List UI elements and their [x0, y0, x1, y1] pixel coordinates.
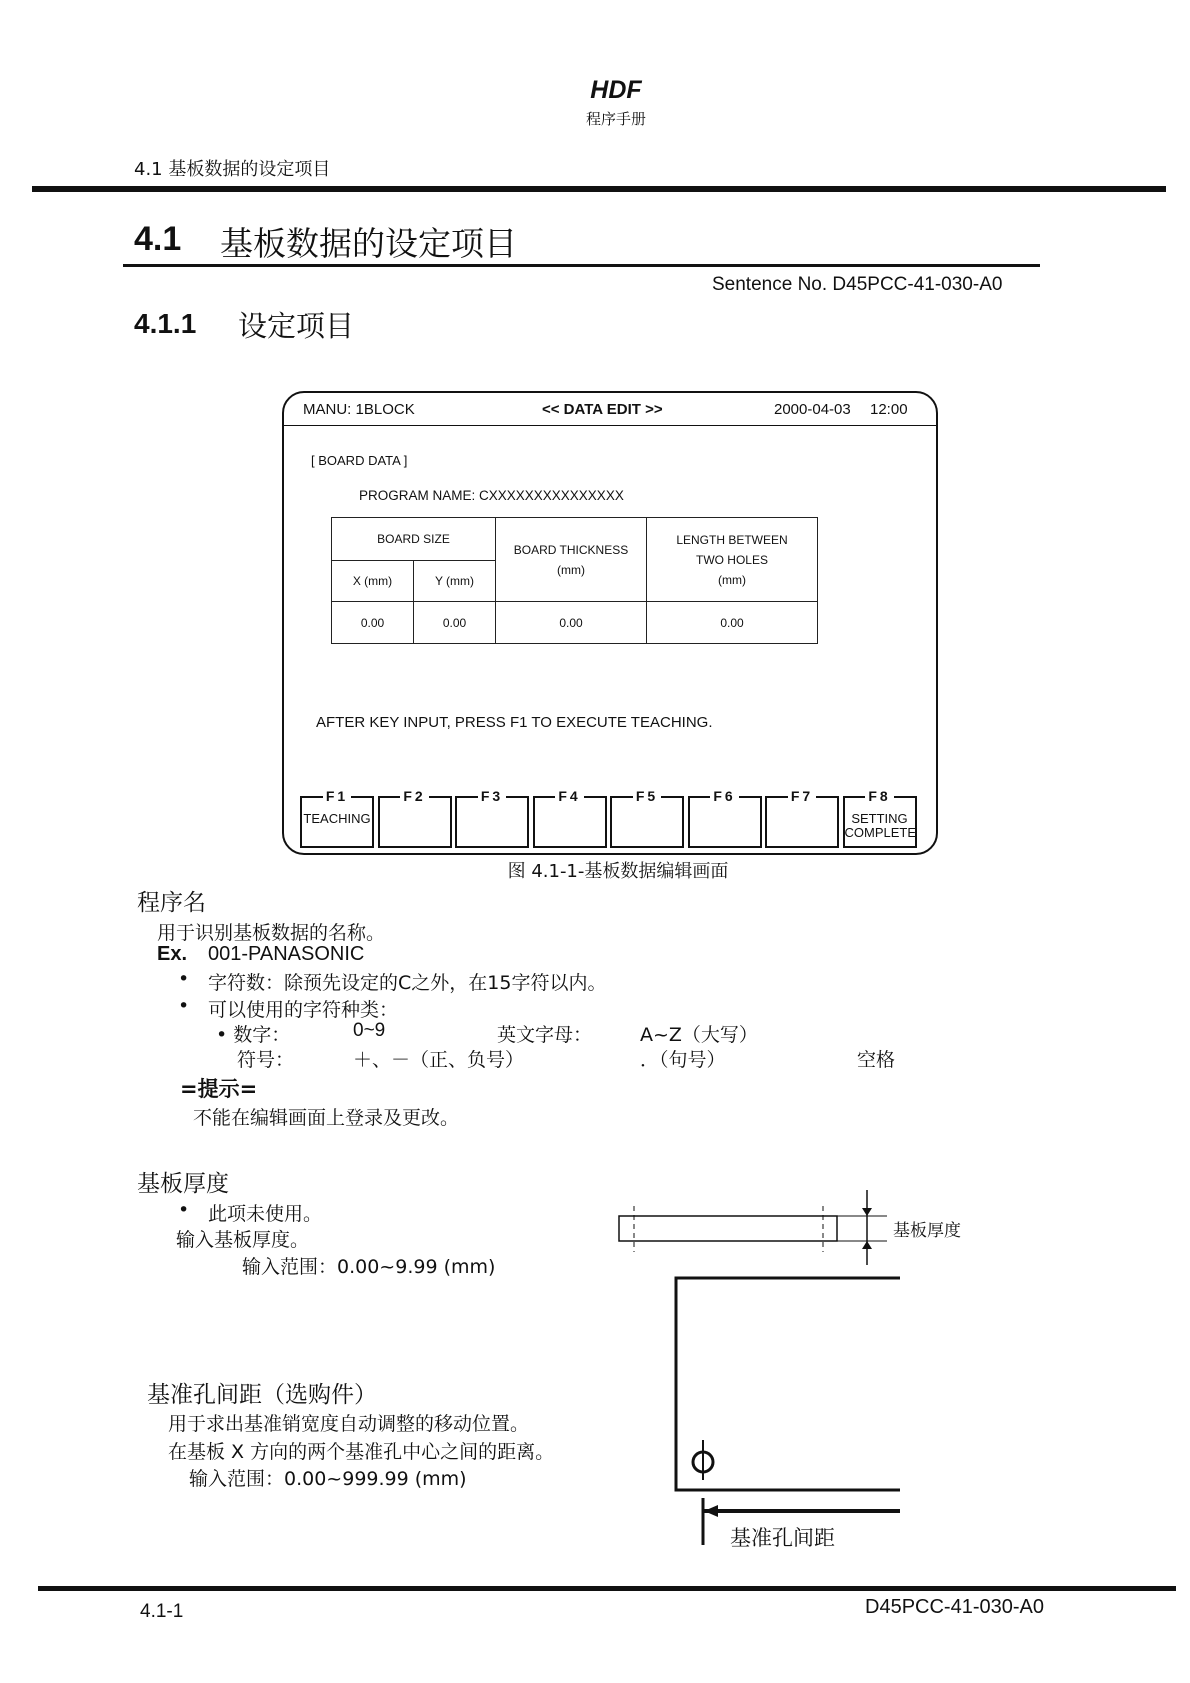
footer-rule — [38, 1586, 1176, 1591]
hint-heading: =提示= — [180, 1077, 258, 1101]
digits-value: 0~9 — [353, 1020, 386, 1041]
bullet-unused: • — [178, 1199, 190, 1221]
thickness-range: 输入范围：0.00~9.99 (mm) — [242, 1256, 496, 1278]
length-header: LENGTH BETWEEN TWO HOLES (mm) — [647, 518, 818, 602]
hole-distance-desc2: 在基板 X 方向的两个基准孔中心之间的距离。 — [168, 1441, 555, 1463]
fkey-f7-button[interactable] — [765, 788, 839, 848]
fkey-f4-button[interactable] — [533, 788, 607, 848]
time-label: 12:00 — [870, 401, 908, 418]
board-top-view — [676, 1278, 900, 1490]
fkey-number: F7 — [767, 788, 837, 804]
hole-distance-diagram-label: 基准孔间距 — [730, 1526, 835, 1550]
example-label: Ex. — [157, 943, 188, 965]
subsection-number: 4.1.1 — [134, 308, 197, 339]
program-name-heading: 程序名 — [137, 890, 206, 916]
bullet-char-types: • — [178, 995, 190, 1017]
char-types-text: 可以使用的字符种类： — [208, 999, 399, 1021]
fkey-label: TEACHING — [303, 811, 371, 826]
thickness-value[interactable]: 0.00 — [496, 602, 647, 644]
length-value[interactable]: 0.00 — [647, 602, 818, 644]
page-title: 基板数据的设定项目 — [220, 224, 517, 263]
brand-logo: HDF — [590, 76, 642, 104]
page-number: 4.1-1 — [140, 1601, 184, 1622]
subsection-title: 设定项目 — [238, 309, 355, 343]
y-value[interactable]: 0.00 — [414, 602, 496, 644]
x-value[interactable]: 0.00 — [332, 602, 414, 644]
hint-text: 不能在编辑画面上登录及更改。 — [193, 1107, 460, 1129]
space-value: 空格 — [857, 1049, 896, 1071]
thickness-unused: 此项未使用。 — [208, 1203, 323, 1225]
thickness-diagram-label: 基板厚度 — [893, 1221, 961, 1241]
hole-distance-heading: 基准孔间距（选购件） — [147, 1382, 377, 1408]
screen-header — [284, 393, 936, 426]
program-name-desc: 用于识别基板数据的名称。 — [157, 922, 386, 944]
char-count-text: 字符数：除预先设定的C之外，在15字符以内。 — [208, 972, 607, 994]
example-value: 001-PANASONIC — [208, 943, 365, 965]
bullet-char-count: • — [178, 968, 190, 990]
fkey-label: SETTING COMPLETE — [844, 811, 917, 840]
thickness-heading: 基板厚度 — [137, 1171, 229, 1197]
board-side-view — [619, 1216, 837, 1241]
instruction-message: AFTER KEY INPUT, PRESS F1 TO EXECUTE TEACHING. — [316, 714, 713, 731]
fkey-number: F3 — [457, 788, 527, 804]
board-diagram — [600, 1170, 900, 1570]
section-number: 4.1 — [134, 220, 182, 258]
symbols-value: ＋、－（正、负号） — [353, 1049, 525, 1071]
hole-distance-range: 输入范围：0.00~999.99 (mm) — [189, 1468, 467, 1490]
thickness-desc: 输入基板厚度。 — [176, 1229, 310, 1251]
fkey-number: F5 — [612, 788, 682, 804]
fkey-number: F6 — [690, 788, 760, 804]
figure-caption: 图 4.1-1-基板数据编辑画面 — [507, 861, 729, 882]
running-header: 4.1 基板数据的设定项目 — [134, 159, 331, 180]
title-rule — [123, 264, 1040, 267]
fkey-number: F4 — [535, 788, 605, 804]
x-header: X (mm) — [332, 561, 414, 602]
screen-title: << DATA EDIT >> — [542, 401, 663, 418]
board-data-table — [331, 517, 818, 644]
fkey-number: F2 — [380, 788, 450, 804]
thickness-header: BOARD THICKNESS (mm) — [496, 518, 647, 602]
digits-label: • 数字： — [216, 1024, 291, 1046]
header-rule — [32, 186, 1166, 192]
manual-subtitle: 程序手册 — [585, 110, 646, 128]
hole-distance-desc1: 用于求出基准销宽度自动调整的移动位置。 — [168, 1413, 530, 1435]
sentence-number: Sentence No. D45PCC-41-030-A0 — [712, 274, 1003, 295]
letters-value: A~Z（大写） — [640, 1024, 758, 1046]
period-value: ．（句号） — [640, 1049, 726, 1071]
fkey-f8-button[interactable] — [843, 788, 917, 848]
fkey-f2-button[interactable] — [378, 788, 452, 848]
fkey-f6-button[interactable] — [688, 788, 762, 848]
board-size-header: BOARD SIZE — [332, 518, 496, 561]
fkey-number: F1 — [302, 788, 372, 804]
fkey-f3-button[interactable] — [455, 788, 529, 848]
fkey-number: F8 — [845, 788, 915, 804]
program-name-field[interactable]: PROGRAM NAME: CXXXXXXXXXXXXXXX — [359, 488, 624, 503]
data-edit-screen — [282, 391, 938, 855]
fkey-f1-button[interactable] — [300, 788, 374, 848]
letters-label: 英文字母： — [497, 1024, 593, 1046]
footer-doc-number: D45PCC-41-030-A0 — [865, 1596, 1044, 1618]
symbols-label: 符号： — [237, 1049, 295, 1071]
board-data-section: [ BOARD DATA ] — [311, 453, 408, 468]
date-label: 2000-04-03 — [774, 401, 851, 418]
mode-label: MANU: 1BLOCK — [303, 401, 415, 418]
fkey-f5-button[interactable] — [610, 788, 684, 848]
y-header: Y (mm) — [414, 561, 496, 602]
